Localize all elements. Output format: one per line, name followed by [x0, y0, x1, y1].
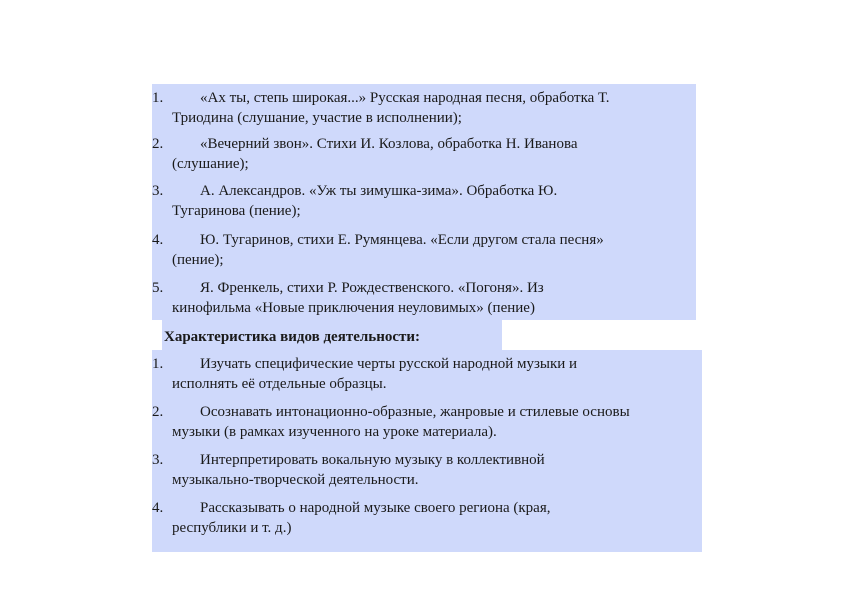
item-text-line2: республики и т. д.) [172, 520, 292, 536]
item-text-line1: Осознавать интонационно-образные, жанровые и стилевые основы [200, 404, 630, 420]
item-text-line1: А. Александров. «Уж ты зимушка-зима». Обработка Ю. [200, 183, 558, 199]
item-text-line1: «Вечерний звон». Стихи И. Козлова, обработка Н. Иванова [200, 136, 578, 152]
item-text-line2: (пение); [172, 252, 224, 268]
item-text-line2: Триодина (слушание, участие в исполнении); [172, 110, 462, 126]
item-number: 2. [152, 136, 164, 152]
item-number: 5. [152, 280, 164, 296]
item-text-line1: Ю. Тугаринов, стихи Е. Румянцева. «Если другом стала песня» [200, 232, 604, 248]
section-heading: Характеристика видов деятельности: [164, 329, 421, 345]
document-page [152, 84, 702, 552]
item-text-line1: Я. Френкель, стихи Р. Рождественского. «Погоня». Из [200, 280, 544, 296]
item-number: 1. [152, 90, 164, 106]
item-number: 1. [152, 356, 164, 372]
item-text-line1: Интерпретировать вокальную музыку в коллективной [200, 452, 545, 468]
item-number: 3. [152, 183, 164, 199]
item-text-line2: музыкально-творческой деятельности. [172, 472, 419, 488]
item-number: 3. [152, 452, 164, 468]
item-text-line2: кинофильма «Новые приключения неуловимых» (пение) [172, 300, 535, 316]
item-text-line2: (слушание); [172, 156, 249, 172]
item-text-line2: исполнять её отдельные образцы. [172, 376, 387, 392]
item-text-line2: музыки (в рамках изученного на уроке материала). [172, 424, 497, 440]
item-text-line1: Рассказывать о народной музыке своего региона (края, [200, 500, 551, 516]
item-text-line1: Изучать специфические черты русской народной музыки и [200, 356, 578, 372]
item-number: 4. [152, 500, 164, 516]
item-number: 2. [152, 404, 164, 420]
item-text-line2: Тугаринова (пение); [172, 203, 301, 219]
item-number: 4. [152, 232, 164, 248]
item-text-line1: «Ах ты, степь широкая...» Русская народная песня, обработка Т. [200, 90, 610, 106]
